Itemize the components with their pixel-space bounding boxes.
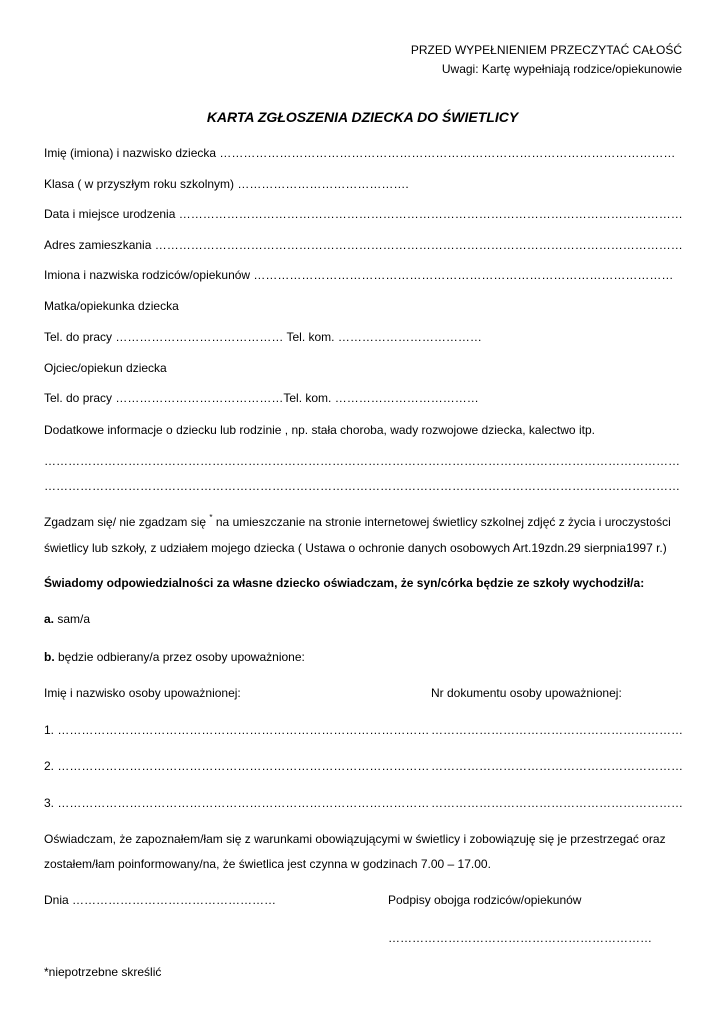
parents-field: Imiona i nazwiska rodziców/opiekunów …………………………………………………………………………………………… — [44, 268, 674, 282]
father-label: Ojciec/opiekun dziecka — [44, 361, 167, 375]
signatures-line: ………………………………………………………… — [388, 931, 652, 945]
authorized-doc-3: ……………………………………………………… — [431, 796, 683, 810]
consent-text-end: na umieszczanie na stronie internetowej świetlicy szkolnej zdjęć z życia i uroczystości — [212, 515, 671, 529]
authorized-doc-2: ……………………………………………………… — [431, 759, 683, 773]
option-a — [44, 612, 90, 626]
consent-text-start: Zgadzam się/ nie zgadzam się — [44, 515, 210, 529]
form-title: KARTA ZGŁOSZENIA DZIECKA DO ŚWIETLICY — [206, 109, 519, 125]
authorized-doc-header: Nr dokumentu osoby upoważnionej: — [431, 686, 622, 700]
child-name-field: Imię (imiona) i nazwisko dziecka …………………………………………………………………………………………………… — [44, 146, 676, 160]
option-a-text: sam/a — [54, 612, 91, 626]
responsibility-statement: Świadomy odpowiedzialności za własne dziecko oświadczam, że syn/córka będzie ze szkoły wychodził/a: — [44, 576, 645, 590]
date-field: Dnia …………………………………………… — [44, 893, 277, 907]
mother-phones-field: Tel. do pracy …………………………………… Tel. kom. ……………………………… — [44, 330, 482, 344]
option-b-text: będzie odbierany/a przez osoby upoważnione: — [54, 650, 305, 664]
authorized-name-3: 3. ………………………………………………………………………………… — [44, 796, 430, 810]
authorized-name-2: 2. ………………………………………………………………………………… — [44, 759, 430, 773]
consent-line-1 — [44, 515, 671, 531]
extra-info-line-2: …………………………………………………………………………………………………………………………………………… — [44, 479, 680, 493]
extra-info-line-1: …………………………………………………………………………………………………………………………………………… — [44, 454, 680, 468]
authorized-doc-1: ……………………………………………………… — [431, 723, 683, 737]
class-field: Klasa ( w przyszłym roku szkolnym) ……………………………………. — [44, 177, 409, 191]
mother-label: Matka/opiekunka dziecka — [44, 299, 179, 313]
signatures-label: Podpisy obojga rodziców/opiekunów — [388, 893, 582, 907]
authorized-name-1: 1. ………………………………………………………………………………… — [44, 723, 430, 737]
option-b — [44, 650, 305, 664]
declaration-line-1: Oświadczam, że zapoznałem/łam się z warunkami obowiązującymi w świetlicy i zobowiązuję się je przestrzegać oraz — [44, 832, 666, 846]
consent-line-2: świetlicy lub szkoły, z udziałem mojego dziecka ( Ustawa o ochronie danych osobowych Art.19zdn.29 sierpnia1997 r.) — [44, 541, 667, 555]
address-field: Adres zamieszkania …………………………………………………………………………………………………………………… — [44, 238, 683, 252]
consent-footnote-mark: * — [209, 513, 213, 522]
declaration-line-2: zostałem/łam poinformowany/na, że świetlica jest czynna w godzinach 7.00 – 17.00. — [44, 857, 491, 871]
birth-field: Data i miejsce urodzenia ……………………………………………………………………………………………………………… — [44, 207, 683, 221]
option-b-letter: b. — [44, 650, 55, 664]
header-instruction: PRZED WYPEŁNIENIEM PRZECZYTAĆ CAŁOŚĆ — [410, 43, 682, 57]
footnote: *niepotrzebne skreślić — [44, 965, 162, 979]
header-note: Uwagi: Kartę wypełniają rodzice/opiekunowie — [441, 62, 682, 76]
father-phones-field: Tel. do pracy ……………………………………Tel. kom. ……………………………… — [44, 391, 479, 405]
authorized-name-header: Imię i nazwisko osoby upoważnionej: — [44, 686, 241, 700]
option-a-letter: a. — [44, 612, 55, 626]
extra-info-label: Dodatkowe informacje o dziecku lub rodzinie , np. stała choroba, wady rozwojowe dziecka, kalectwo itp. — [44, 423, 595, 437]
